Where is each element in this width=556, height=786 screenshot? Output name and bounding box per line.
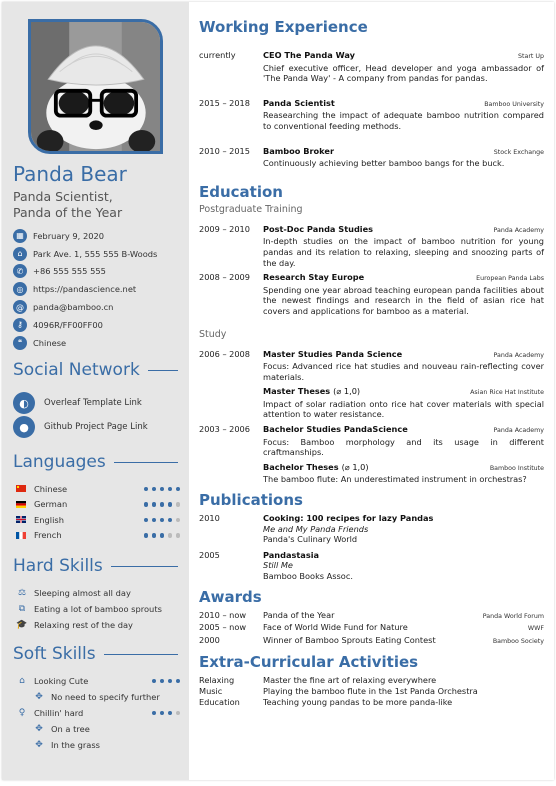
entry-location: Bamboo University	[484, 100, 544, 108]
skill-label: Looking Cute	[34, 676, 89, 686]
entry-date: 2005	[199, 549, 220, 560]
level-dot-empty	[176, 518, 181, 523]
contact-text: panda@bamboo.cn	[33, 302, 114, 313]
skill-label: Chillin' hard	[34, 708, 84, 718]
level-dot-filled	[152, 533, 157, 538]
level-dot-filled	[176, 679, 181, 684]
hard-skill-item	[16, 601, 180, 617]
level-dot-filled	[152, 502, 157, 507]
entry-title	[263, 272, 364, 283]
level-dot-filled	[152, 487, 157, 492]
award-entry	[199, 622, 544, 635]
level-dot-empty	[176, 711, 181, 716]
level-dot-filled	[144, 487, 149, 492]
entry-header	[263, 424, 544, 437]
level-dot-filled	[168, 502, 173, 507]
contact-text: Park Ave. 1, 555 555 B-Woods	[33, 248, 158, 259]
contact-item	[13, 298, 183, 316]
contact-item	[13, 334, 183, 352]
activity-description: Playing the bamboo flute in the 1st Panda Orchestra	[263, 685, 478, 696]
experience-entry	[199, 146, 544, 169]
section-title: Social Network	[13, 360, 140, 380]
entry-header	[263, 224, 544, 237]
phone-icon: ✆	[13, 264, 27, 278]
entry-title	[263, 146, 334, 157]
flag-de-icon	[16, 501, 26, 508]
entry-date: 2005 – now	[199, 622, 247, 633]
entry-body	[263, 635, 544, 648]
entry-body	[263, 550, 544, 582]
entry-body	[263, 462, 544, 485]
entry-date	[199, 462, 263, 485]
activity-label: Music	[199, 685, 223, 696]
skill-level-dots	[144, 533, 181, 538]
languages-header	[13, 452, 178, 472]
skill-label: On a tree	[51, 724, 90, 734]
sitemap-icon: ⧉	[18, 604, 26, 614]
skill-label: Eating a lot of bamboo sprouts	[34, 604, 162, 614]
level-dot-filled	[144, 502, 149, 507]
experience-entry	[199, 98, 544, 132]
level-dot-empty	[176, 502, 181, 507]
flag-fr-icon	[16, 532, 26, 539]
social-link-label[interactable]: Overleaf Template Link	[44, 398, 142, 408]
publication-publisher: Bamboo Books Assoc.	[263, 571, 353, 581]
cv-page	[2, 2, 554, 780]
study-list	[199, 349, 544, 486]
activity-label: Education	[199, 696, 240, 707]
entry-header	[263, 272, 544, 285]
social-link[interactable]	[13, 391, 183, 415]
level-dot-filled	[152, 518, 157, 523]
languages-list	[16, 481, 180, 543]
entry-header	[263, 50, 544, 63]
level-dot-filled	[160, 679, 165, 684]
entry-body	[263, 513, 544, 545]
entry-description: Spending one year abroad teaching european panda facilities about the newest findings and research in the field of asian rice hat covers and applications for bamboo as a material.	[263, 284, 544, 316]
entry-header	[263, 146, 544, 159]
entry-title	[263, 386, 360, 397]
education-entry	[199, 272, 544, 316]
overleaf-icon: ◐	[13, 392, 35, 414]
publication-entry	[199, 550, 544, 582]
entry-date: 2010 – now	[199, 609, 247, 620]
entry-description: Impact of solar radiation onto rice hat cover materials with special attention to water resistance.	[263, 398, 544, 420]
soft-skill-item	[16, 705, 180, 721]
award-title: Face of World Wide Fund for Nature	[263, 622, 408, 633]
entry-header	[263, 349, 544, 362]
entry-header	[263, 98, 544, 111]
level-dot-filled	[160, 711, 165, 716]
arrows-icon: ✥	[35, 740, 43, 750]
entry-body	[263, 272, 544, 316]
section-title: Languages	[13, 452, 106, 472]
activity-entry	[199, 697, 544, 708]
entry-date: currently	[199, 50, 236, 60]
entry-title-text: Research Stay Europe	[263, 272, 365, 283]
study-subheading: Study	[199, 328, 227, 340]
entry-location: Start Up	[518, 53, 544, 60]
language-name: Chinese	[34, 483, 68, 494]
publication-subtitle: Me and My Panda Friends	[263, 523, 369, 534]
entry-description: Focus: Bamboo morphology and its usage in different craftmanships.	[263, 436, 544, 458]
entry-date: 2008 – 2009	[199, 272, 250, 283]
social-link-label[interactable]: Github Project Page Link	[44, 422, 148, 432]
level-dot-filled	[176, 487, 181, 492]
contact-text: https://pandascience.net	[33, 284, 137, 295]
language-item	[16, 528, 180, 544]
entry-location: Panda Academy	[493, 226, 544, 234]
activity-label: Relaxing	[199, 675, 235, 686]
contact-item	[13, 263, 183, 281]
contact-text: 4096R/FF00FF00	[33, 319, 103, 330]
contact-item	[13, 245, 183, 263]
level-dot-empty	[168, 533, 173, 538]
entry-title-text: Bachelor Studies PandaScience	[263, 424, 408, 435]
publications-list	[199, 513, 544, 582]
section-divider	[148, 370, 178, 371]
entry-body	[263, 622, 544, 635]
skill-label: No need to specify further	[51, 692, 160, 702]
sidebar	[2, 2, 189, 780]
entry-location: Bamboo Institute	[489, 464, 544, 472]
section-title: Soft Skills	[13, 644, 96, 664]
contact-list	[13, 227, 183, 352]
award-organization: Bamboo Society	[492, 637, 544, 645]
entry-title	[263, 50, 355, 61]
extra-list	[199, 675, 544, 707]
soft-skill-item	[16, 673, 180, 689]
entry-date: 2006 – 2008	[199, 348, 250, 359]
person-name: Panda Bear	[13, 162, 127, 186]
entry-location: Stock Exchange	[493, 148, 544, 156]
skill-level-dots	[144, 502, 181, 507]
flag-en-icon	[16, 516, 26, 523]
section-divider	[114, 462, 178, 463]
entry-body	[263, 146, 544, 169]
activity-description: Teaching young pandas to be more panda-like	[263, 696, 453, 707]
skill-label: Relaxing rest of the day	[34, 620, 133, 630]
education-entry	[199, 224, 544, 268]
education-entry	[199, 462, 544, 485]
contact-item	[13, 316, 183, 334]
skill-level-dots	[144, 487, 181, 492]
at-icon: @	[13, 300, 27, 314]
hard-skill-item	[16, 585, 180, 601]
experience-entry	[199, 50, 544, 84]
entry-description: Continuously achieving better bamboo bangs for the buck.	[263, 158, 505, 169]
skill-level-dots	[152, 679, 181, 684]
entry-date: 2000	[199, 634, 220, 645]
globe-icon: ◎	[13, 282, 27, 296]
comments-icon: ❝	[13, 336, 27, 350]
contact-text: Chinese	[33, 337, 67, 348]
entry-title-text: Bamboo Broker	[263, 145, 334, 156]
entry-title-text: Master Theses	[263, 386, 331, 397]
soft-skills-list	[16, 673, 180, 753]
soft-skill-item	[16, 721, 180, 737]
home-icon: ⌂	[19, 676, 25, 686]
entry-body	[263, 424, 544, 458]
balance-scale-icon: ⚖	[17, 588, 27, 598]
entry-body	[263, 50, 544, 84]
award-organization: Panda World Forum	[482, 612, 544, 620]
entry-title-text: Bachelor Theses	[263, 461, 339, 472]
map-pin-icon: ⌂	[13, 247, 27, 261]
entry-description: In-depth studies on the impact of bamboo nutrition for young pandas and its relation to relaxing, sleeping and snoozing parts of the day.	[263, 236, 544, 268]
entry-grade: (⌀ 1,0)	[341, 461, 369, 472]
entry-location: Panda Academy	[493, 351, 544, 359]
postgrad-subheading: Postgraduate Training	[199, 203, 303, 215]
contact-text: +86 555 555 555	[33, 266, 106, 277]
education-entry	[199, 349, 544, 383]
entry-body	[263, 610, 544, 623]
profile-photo	[28, 19, 163, 154]
level-dot-filled	[160, 502, 165, 507]
skill-label: In the grass	[51, 740, 101, 750]
level-dot-filled	[144, 533, 149, 538]
soft-skills-header	[13, 644, 178, 664]
entry-description: Chief executive officer, Head developer and yoga ambassador of 'The Panda Way' - A company from pandas for pandas.	[263, 62, 544, 84]
publications-heading: Publications	[199, 491, 303, 510]
graduation-cap-icon: 🎓	[16, 620, 28, 630]
github-icon: ●	[13, 416, 35, 438]
entry-body	[263, 224, 544, 268]
entry-body	[263, 349, 544, 383]
entry-location: Panda Academy	[493, 427, 544, 435]
panda-photo-image	[31, 22, 160, 151]
language-item	[16, 512, 180, 528]
entry-description: Focus: Advanced rice hat studies and nouveau rain-reflecting cover materials.	[263, 361, 544, 382]
publication-title: Cooking: 100 recipes for lazy Pandas	[263, 513, 434, 524]
section-title: Hard Skills	[13, 556, 103, 576]
entry-location: Asian Rice Hat Institute	[470, 389, 544, 397]
child-icon: ♀	[18, 708, 26, 718]
awards-list	[199, 610, 544, 648]
publication-entry	[199, 513, 544, 545]
entry-date: 2015 – 2018	[199, 97, 250, 108]
skill-label: Sleeping almost all day	[34, 588, 131, 598]
entry-description: Reasearching the impact of adequate bamboo nutrition compared to conventional feeding methods.	[263, 110, 544, 131]
hard-skills-header	[13, 556, 178, 576]
section-divider	[104, 654, 178, 655]
entry-location: European Panda Labs	[476, 275, 544, 283]
contact-item	[13, 227, 183, 245]
activity-entry	[199, 686, 544, 697]
entry-title	[263, 349, 402, 360]
skill-level-dots	[144, 518, 181, 523]
language-name: German	[34, 499, 68, 510]
language-name: English	[34, 514, 64, 525]
award-title: Panda of the Year	[263, 609, 335, 620]
section-divider	[111, 566, 178, 567]
level-dot-filled	[168, 518, 173, 523]
entry-date: 2009 – 2010	[199, 223, 250, 234]
contact-item	[13, 280, 183, 298]
extra-heading: Extra-Curricular Activities	[199, 653, 419, 672]
level-dot-filled	[168, 487, 173, 492]
flag-cn-icon	[16, 485, 26, 492]
level-dot-filled	[160, 487, 165, 492]
education-heading: Education	[199, 182, 283, 201]
experience-heading: Working Experience	[199, 18, 368, 36]
social-link[interactable]	[13, 415, 183, 439]
entry-header	[263, 386, 544, 399]
entry-date: 2010	[199, 513, 220, 524]
calendar-icon: ▦	[13, 229, 27, 243]
level-dot-filled	[144, 518, 149, 523]
entry-header	[263, 462, 544, 475]
person-subtitle	[13, 189, 122, 221]
subtitle-line-2: Panda of the Year	[13, 205, 123, 220]
key-icon: ⚷	[13, 318, 27, 332]
awards-heading: Awards	[199, 587, 262, 606]
entry-title	[263, 424, 408, 435]
entry-grade: (⌀ 1,0)	[333, 386, 361, 397]
social-list	[13, 391, 183, 439]
entry-date	[199, 386, 263, 420]
social-network-header	[13, 360, 178, 380]
arrows-icon: ✥	[35, 724, 43, 734]
hard-skill-item	[16, 617, 180, 633]
entry-title-text: Post-Doc Panda Studies	[263, 223, 374, 234]
entry-date: 2003 – 2006	[199, 424, 250, 435]
entry-description: The bamboo flute: An underestimated instrument in orchestras?	[263, 474, 527, 485]
level-dot-filled	[168, 711, 173, 716]
level-dot-filled	[160, 518, 165, 523]
publication-subtitle: Still Me	[263, 560, 293, 571]
award-organization: WWF	[527, 625, 544, 633]
postgrad-list	[199, 224, 544, 317]
entry-title-text: CEO The Panda Way	[263, 50, 355, 60]
skill-level-dots	[152, 711, 181, 716]
level-dot-empty	[176, 533, 181, 538]
level-dot-filled	[152, 679, 157, 684]
main-content	[189, 2, 554, 780]
entry-body	[263, 386, 544, 420]
award-entry	[199, 610, 544, 623]
language-item	[16, 497, 180, 513]
language-name: French	[34, 530, 62, 541]
entry-body	[263, 98, 544, 132]
publication-publisher: Panda's Culinary World	[263, 534, 358, 545]
entry-title-text: Panda Scientist	[263, 97, 335, 108]
experience-list	[199, 50, 544, 169]
entry-title	[263, 462, 369, 473]
entry-title	[263, 224, 373, 235]
level-dot-filled	[152, 711, 157, 716]
activity-description: Master the fine art of relaxing everywhere	[263, 675, 437, 686]
award-entry	[199, 635, 544, 648]
award-title: Winner of Bamboo Sprouts Eating Contest	[263, 634, 436, 645]
language-item	[16, 481, 180, 497]
entry-title-text: Master Studies Panda Science	[263, 348, 403, 359]
publication-title: Pandastasia	[263, 549, 320, 560]
arrows-icon: ✥	[35, 692, 43, 702]
subtitle-line-1: Panda Scientist,	[13, 189, 113, 204]
education-entry	[199, 424, 544, 458]
entry-title	[263, 98, 335, 109]
education-entry	[199, 386, 544, 420]
level-dot-filled	[168, 679, 173, 684]
entry-date: 2010 – 2015	[199, 145, 250, 156]
soft-skill-item	[16, 689, 180, 705]
contact-text: February 9, 2020	[33, 230, 105, 241]
level-dot-filled	[160, 533, 165, 538]
soft-skill-item	[16, 737, 180, 753]
activity-entry	[199, 675, 544, 686]
hard-skills-list	[16, 585, 180, 633]
